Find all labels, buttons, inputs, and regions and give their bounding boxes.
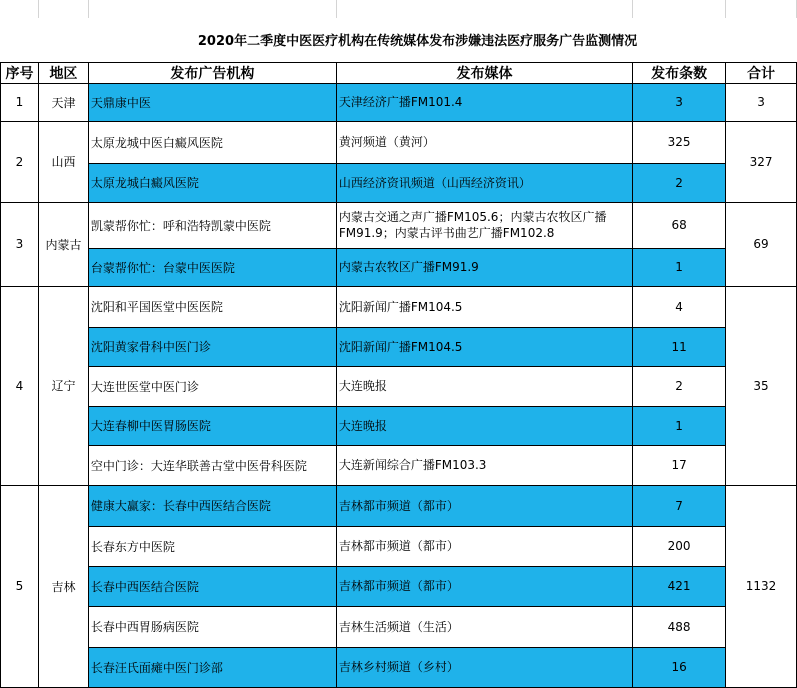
count-cell: 17 [633,445,726,485]
header-seq: 序号 [1,62,39,83]
count-cell: 7 [633,485,726,526]
org-cell: 长春汪氏面瘫中医门诊部 [88,647,336,687]
total-cell: 1132 [726,485,797,687]
table-row [1,327,797,366]
media-cell: 吉林都市频道（都市） [336,485,632,526]
org-cell: 太原龙城中医白癜风医院 [88,121,336,163]
table-title: 2020年二季度中医医疗机构在传统媒体发布涉嫌违法医疗服务广告监测情况 [197,34,638,50]
org-cell: 凯蒙帮你忙：呼和浩特凯蒙中医院 [88,202,336,248]
seq-cell: 3 [1,202,39,286]
media-cell: 沈阳新闻广播FM104.5 [336,327,632,366]
count-cell: 16 [633,647,726,687]
media-cell: 大连晚报 [336,366,632,406]
header-org: 发布广告机构 [88,62,336,83]
title-row [1,18,797,62]
org-cell: 长春中西医结合医院 [88,566,336,606]
header-region: 地区 [38,62,88,83]
table-row [1,83,797,121]
header-count: 发布条数 [633,62,726,83]
total-cell: 35 [726,286,797,485]
media-cell: 沈阳新闻广播FM104.5 [336,286,632,327]
org-cell: 空中门诊：大连华联善古堂中医骨科医院 [88,445,336,485]
seq-cell: 1 [1,83,39,121]
header-media: 发布媒体 [336,62,632,83]
table-row [1,485,797,526]
org-cell: 长春东方中医院 [88,526,336,566]
total-cell: 327 [726,121,797,202]
media-cell: 大连新闻综合广播FM103.3 [336,445,632,485]
table-row [1,606,797,647]
count-cell: 4 [633,286,726,327]
table-row [1,366,797,406]
media-cell: 天津经济广播FM101.4 [336,83,632,121]
org-cell: 台蒙帮你忙：台蒙中医医院 [88,248,336,286]
region-cell: 内蒙古 [38,202,88,286]
org-cell: 大连世医堂中医门诊 [88,366,336,406]
table-row [1,121,797,163]
media-cell: 内蒙古交通之声广播FM105.6；内蒙古农牧区广播FM91.9；内蒙古评书曲艺广播FM102.8 [336,202,632,248]
region-cell: 辽宁 [38,286,88,485]
header-row [1,62,797,83]
table-row [1,566,797,606]
table-row [1,406,797,445]
media-cell: 吉林生活频道（生活） [336,606,632,647]
org-cell: 健康大赢家：长春中西医结合医院 [88,485,336,526]
media-cell: 内蒙古农牧区广播FM91.9 [336,248,632,286]
media-cell: 山西经济资讯频道（山西经济资讯） [336,163,632,202]
count-cell: 1 [633,406,726,445]
total-cell: 69 [726,202,797,286]
org-cell: 太原龙城白癜风医院 [88,163,336,202]
org-cell: 沈阳黄家骨科中医门诊 [88,327,336,366]
count-cell: 11 [633,327,726,366]
media-cell: 吉林都市频道（都市） [336,566,632,606]
media-cell: 黄河频道（黄河） [336,121,632,163]
org-cell: 沈阳和平国医堂中医医院 [88,286,336,327]
count-cell: 325 [633,121,726,163]
media-cell: 吉林都市频道（都市） [336,526,632,566]
table-row [1,202,797,248]
table-row [1,445,797,485]
table-row [1,647,797,687]
count-cell: 2 [633,163,726,202]
org-cell: 天鼎康中医 [88,83,336,121]
count-cell: 3 [633,83,726,121]
count-cell: 488 [633,606,726,647]
region-cell: 山西 [38,121,88,202]
org-cell: 大连春柳中医胃肠医院 [88,406,336,445]
table-row [1,526,797,566]
region-cell: 吉林 [38,485,88,687]
seq-cell: 4 [1,286,39,485]
header-total: 合计 [726,62,797,83]
media-cell: 吉林乡村频道（乡村） [336,647,632,687]
org-cell: 长春中西胃肠病医院 [88,606,336,647]
empty-top-row [1,0,797,18]
seq-cell: 5 [1,485,39,687]
count-cell: 200 [633,526,726,566]
media-cell: 大连晚报 [336,406,632,445]
count-cell: 421 [633,566,726,606]
count-cell: 1 [633,248,726,286]
count-cell: 68 [633,202,726,248]
count-cell: 2 [633,366,726,406]
table-row [1,248,797,286]
seq-cell: 2 [1,121,39,202]
region-cell: 天津 [38,83,88,121]
table-row [1,286,797,327]
total-cell: 3 [726,83,797,121]
table-row [1,163,797,202]
